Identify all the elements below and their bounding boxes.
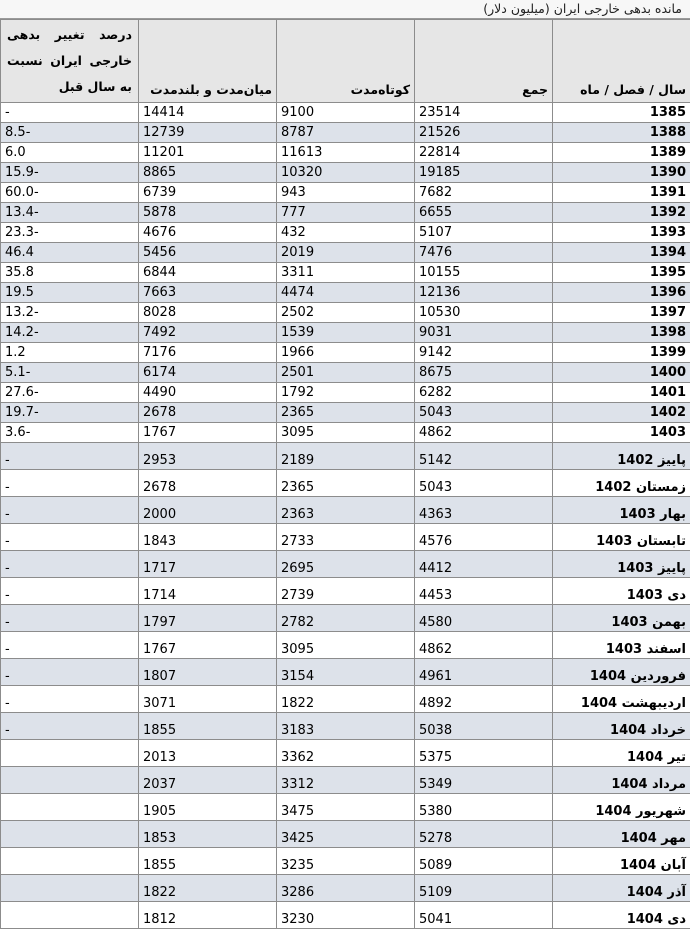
- cell-period: 1396: [553, 283, 690, 303]
- cell-short-term: 2501: [277, 363, 415, 383]
- table-row: [1, 443, 690, 470]
- cell-long-term: 1797: [139, 605, 277, 632]
- cell-change-pct: -: [1, 578, 139, 605]
- cell-period: بهار 1403: [553, 497, 690, 524]
- cell-total: 5041: [415, 902, 553, 929]
- cell-change-pct: 46.4: [1, 243, 139, 263]
- cell-change-pct: -27.6: [1, 383, 139, 403]
- cell-long-term: 2013: [139, 740, 277, 767]
- cell-period: 1395: [553, 263, 690, 283]
- cell-total: 4412: [415, 551, 553, 578]
- cell-total: 4363: [415, 497, 553, 524]
- cell-period: پاییز 1402: [553, 443, 690, 470]
- cell-total: 21526: [415, 123, 553, 143]
- cell-short-term: 2363: [277, 497, 415, 524]
- cell-total: 4862: [415, 423, 553, 443]
- table-row: [1, 821, 690, 848]
- cell-change-pct: -19.7: [1, 403, 139, 423]
- cell-total: 10530: [415, 303, 553, 323]
- table-row: [1, 686, 690, 713]
- cell-total: 10155: [415, 263, 553, 283]
- table-row: [1, 343, 690, 363]
- cell-period: 1394: [553, 243, 690, 263]
- cell-period: زمستان 1402: [553, 470, 690, 497]
- cell-total: 12136: [415, 283, 553, 303]
- cell-short-term: 432: [277, 223, 415, 243]
- table-row: [1, 470, 690, 497]
- cell-short-term: 3095: [277, 423, 415, 443]
- cell-period: 1400: [553, 363, 690, 383]
- cell-total: 5109: [415, 875, 553, 902]
- table-row: [1, 794, 690, 821]
- cell-short-term: 777: [277, 203, 415, 223]
- cell-change-pct: -: [1, 659, 139, 686]
- table-row: [1, 767, 690, 794]
- cell-short-term: 1539: [277, 323, 415, 343]
- cell-short-term: 3183: [277, 713, 415, 740]
- cell-total: 5380: [415, 794, 553, 821]
- table-row: [1, 524, 690, 551]
- cell-period: تابستان 1403: [553, 524, 690, 551]
- cell-long-term: 1714: [139, 578, 277, 605]
- cell-short-term: 3154: [277, 659, 415, 686]
- cell-total: 6655: [415, 203, 553, 223]
- table-row: [1, 283, 690, 303]
- cell-change-pct: -13.4: [1, 203, 139, 223]
- cell-total: 4961: [415, 659, 553, 686]
- cell-period: بهمن 1403: [553, 605, 690, 632]
- cell-change-pct: 1.2: [1, 343, 139, 363]
- cell-long-term: 8028: [139, 303, 277, 323]
- cell-change-pct: -: [1, 551, 139, 578]
- table-row: [1, 875, 690, 902]
- cell-period: 1403: [553, 423, 690, 443]
- cell-change-pct: 6.0: [1, 143, 139, 163]
- table-row: [1, 223, 690, 243]
- cell-short-term: 2739: [277, 578, 415, 605]
- cell-period: 1401: [553, 383, 690, 403]
- table-row: [1, 263, 690, 283]
- cell-long-term: 14414: [139, 103, 277, 123]
- cell-period: 1391: [553, 183, 690, 203]
- cell-period: 1390: [553, 163, 690, 183]
- cell-total: 4892: [415, 686, 553, 713]
- cell-period: اسفند 1403: [553, 632, 690, 659]
- cell-short-term: 10320: [277, 163, 415, 183]
- table-row: [1, 551, 690, 578]
- cell-short-term: 2189: [277, 443, 415, 470]
- cell-total: 5107: [415, 223, 553, 243]
- cell-short-term: 1966: [277, 343, 415, 363]
- cell-total: 4580: [415, 605, 553, 632]
- cell-short-term: 2019: [277, 243, 415, 263]
- cell-change-pct: [1, 848, 139, 875]
- external-debt-table: [0, 19, 690, 929]
- cell-change-pct: 35.8: [1, 263, 139, 283]
- cell-long-term: 1853: [139, 821, 277, 848]
- cell-long-term: 2953: [139, 443, 277, 470]
- cell-short-term: 2365: [277, 470, 415, 497]
- cell-change-pct: -: [1, 713, 139, 740]
- cell-period: 1393: [553, 223, 690, 243]
- cell-long-term: 1855: [139, 713, 277, 740]
- cell-long-term: 2037: [139, 767, 277, 794]
- cell-long-term: 1767: [139, 632, 277, 659]
- cell-long-term: 1807: [139, 659, 277, 686]
- cell-period: 1402: [553, 403, 690, 423]
- cell-change-pct: -: [1, 605, 139, 632]
- cell-total: 4576: [415, 524, 553, 551]
- cell-period: 1385: [553, 103, 690, 123]
- cell-change-pct: -23.3: [1, 223, 139, 243]
- table-row: [1, 123, 690, 143]
- table-row: [1, 497, 690, 524]
- cell-short-term: 8787: [277, 123, 415, 143]
- cell-long-term: 2678: [139, 403, 277, 423]
- cell-long-term: 2000: [139, 497, 277, 524]
- cell-change-pct: [1, 821, 139, 848]
- cell-period: مهر 1404: [553, 821, 690, 848]
- cell-total: 5089: [415, 848, 553, 875]
- table-row: [1, 713, 690, 740]
- cell-long-term: 11201: [139, 143, 277, 163]
- cell-long-term: 1717: [139, 551, 277, 578]
- cell-total: 5349: [415, 767, 553, 794]
- cell-change-pct: -: [1, 524, 139, 551]
- cell-change-pct: -13.2: [1, 303, 139, 323]
- cell-period: دی 1404: [553, 902, 690, 929]
- cell-change-pct: -: [1, 632, 139, 659]
- table-row: [1, 740, 690, 767]
- table-row: [1, 183, 690, 203]
- cell-short-term: 11613: [277, 143, 415, 163]
- cell-total: 19185: [415, 163, 553, 183]
- cell-short-term: 1822: [277, 686, 415, 713]
- table-row: [1, 423, 690, 443]
- cell-short-term: 9100: [277, 103, 415, 123]
- cell-total: 9142: [415, 343, 553, 363]
- cell-long-term: 1812: [139, 902, 277, 929]
- cell-change-pct: -15.9: [1, 163, 139, 183]
- cell-change-pct: [1, 875, 139, 902]
- cell-short-term: 3475: [277, 794, 415, 821]
- cell-total: 22814: [415, 143, 553, 163]
- cell-change-pct: -3.6: [1, 423, 139, 443]
- cell-total: 23514: [415, 103, 553, 123]
- cell-period: 1398: [553, 323, 690, 343]
- cell-short-term: 2695: [277, 551, 415, 578]
- cell-total: 5043: [415, 403, 553, 423]
- cell-short-term: 2733: [277, 524, 415, 551]
- cell-long-term: 5456: [139, 243, 277, 263]
- cell-change-pct: -: [1, 443, 139, 470]
- cell-short-term: 3095: [277, 632, 415, 659]
- cell-period: شهریور 1404: [553, 794, 690, 821]
- cell-period: آبان 1404: [553, 848, 690, 875]
- cell-change-pct: -5.1: [1, 363, 139, 383]
- table-row: [1, 103, 690, 123]
- cell-total: 5142: [415, 443, 553, 470]
- table-row: [1, 303, 690, 323]
- cell-long-term: 4490: [139, 383, 277, 403]
- cell-total: 5278: [415, 821, 553, 848]
- cell-short-term: 3235: [277, 848, 415, 875]
- table-row: [1, 143, 690, 163]
- table-row: [1, 902, 690, 929]
- cell-long-term: 1843: [139, 524, 277, 551]
- cell-period: اردیبهشت 1404: [553, 686, 690, 713]
- cell-long-term: 12739: [139, 123, 277, 143]
- cell-total: 8675: [415, 363, 553, 383]
- cell-period: پاییز 1403: [553, 551, 690, 578]
- cell-short-term: 1792: [277, 383, 415, 403]
- cell-change-pct: 19.5: [1, 283, 139, 303]
- cell-total: 5043: [415, 470, 553, 497]
- cell-change-pct: -14.2: [1, 323, 139, 343]
- cell-long-term: 1855: [139, 848, 277, 875]
- cell-long-term: 6174: [139, 363, 277, 383]
- cell-change-pct: -: [1, 686, 139, 713]
- cell-long-term: 4676: [139, 223, 277, 243]
- cell-long-term: 7492: [139, 323, 277, 343]
- cell-long-term: 5878: [139, 203, 277, 223]
- header-total: جمع: [415, 20, 553, 103]
- cell-period: خرداد 1404: [553, 713, 690, 740]
- table-row: [1, 578, 690, 605]
- header-short-term: کوتاه‌مدت: [277, 20, 415, 103]
- cell-short-term: 3286: [277, 875, 415, 902]
- cell-total: 4862: [415, 632, 553, 659]
- cell-change-pct: -: [1, 103, 139, 123]
- cell-short-term: 3311: [277, 263, 415, 283]
- cell-long-term: 6739: [139, 183, 277, 203]
- cell-long-term: 2678: [139, 470, 277, 497]
- cell-change-pct: [1, 767, 139, 794]
- cell-period: 1397: [553, 303, 690, 323]
- cell-period: 1388: [553, 123, 690, 143]
- cell-change-pct: [1, 902, 139, 929]
- cell-period: 1392: [553, 203, 690, 223]
- cell-short-term: 2782: [277, 605, 415, 632]
- table-row: [1, 403, 690, 423]
- cell-change-pct: -: [1, 470, 139, 497]
- cell-short-term: 3425: [277, 821, 415, 848]
- table-row: [1, 323, 690, 343]
- cell-period: 1399: [553, 343, 690, 363]
- cell-period: آذر 1404: [553, 875, 690, 902]
- cell-period: دی 1403: [553, 578, 690, 605]
- cell-period: مرداد 1404: [553, 767, 690, 794]
- table-row: [1, 163, 690, 183]
- table-row: [1, 605, 690, 632]
- cell-change-pct: -: [1, 497, 139, 524]
- cell-long-term: 7176: [139, 343, 277, 363]
- cell-total: 6282: [415, 383, 553, 403]
- header-change-pct: درصد تغییر بدهی خارجی ایران نسبت به سال قبل: [1, 20, 139, 103]
- cell-short-term: 3312: [277, 767, 415, 794]
- cell-change-pct: [1, 794, 139, 821]
- cell-total: 7682: [415, 183, 553, 203]
- cell-total: 5375: [415, 740, 553, 767]
- table-row: [1, 203, 690, 223]
- cell-period: فروردین 1404: [553, 659, 690, 686]
- table-row: [1, 243, 690, 263]
- table-row: [1, 383, 690, 403]
- cell-short-term: 3230: [277, 902, 415, 929]
- cell-long-term: 7663: [139, 283, 277, 303]
- header-period: سال / فصل / ماه: [553, 20, 690, 103]
- cell-long-term: 8865: [139, 163, 277, 183]
- table-row: [1, 363, 690, 383]
- cell-total: 4453: [415, 578, 553, 605]
- cell-change-pct: -60.0: [1, 183, 139, 203]
- cell-short-term: 2502: [277, 303, 415, 323]
- table-row: [1, 659, 690, 686]
- table-row: [1, 848, 690, 875]
- header-row: [1, 20, 690, 103]
- table-body: [1, 103, 690, 929]
- table-row: [1, 632, 690, 659]
- cell-short-term: 3362: [277, 740, 415, 767]
- cell-long-term: 1822: [139, 875, 277, 902]
- cell-total: 7476: [415, 243, 553, 263]
- cell-total: 9031: [415, 323, 553, 343]
- cell-long-term: 1767: [139, 423, 277, 443]
- cell-long-term: 6844: [139, 263, 277, 283]
- cell-long-term: 3071: [139, 686, 277, 713]
- cell-period: 1389: [553, 143, 690, 163]
- cell-short-term: 2365: [277, 403, 415, 423]
- cell-total: 5038: [415, 713, 553, 740]
- header-long-term: میان‌مدت و بلندمدت: [139, 20, 277, 103]
- cell-short-term: 943: [277, 183, 415, 203]
- cell-change-pct: -8.5: [1, 123, 139, 143]
- table-title: مانده بدهی خارجی ایران (میلیون دلار): [0, 0, 690, 19]
- cell-period: تیر 1404: [553, 740, 690, 767]
- cell-short-term: 4474: [277, 283, 415, 303]
- cell-change-pct: [1, 740, 139, 767]
- cell-long-term: 1905: [139, 794, 277, 821]
